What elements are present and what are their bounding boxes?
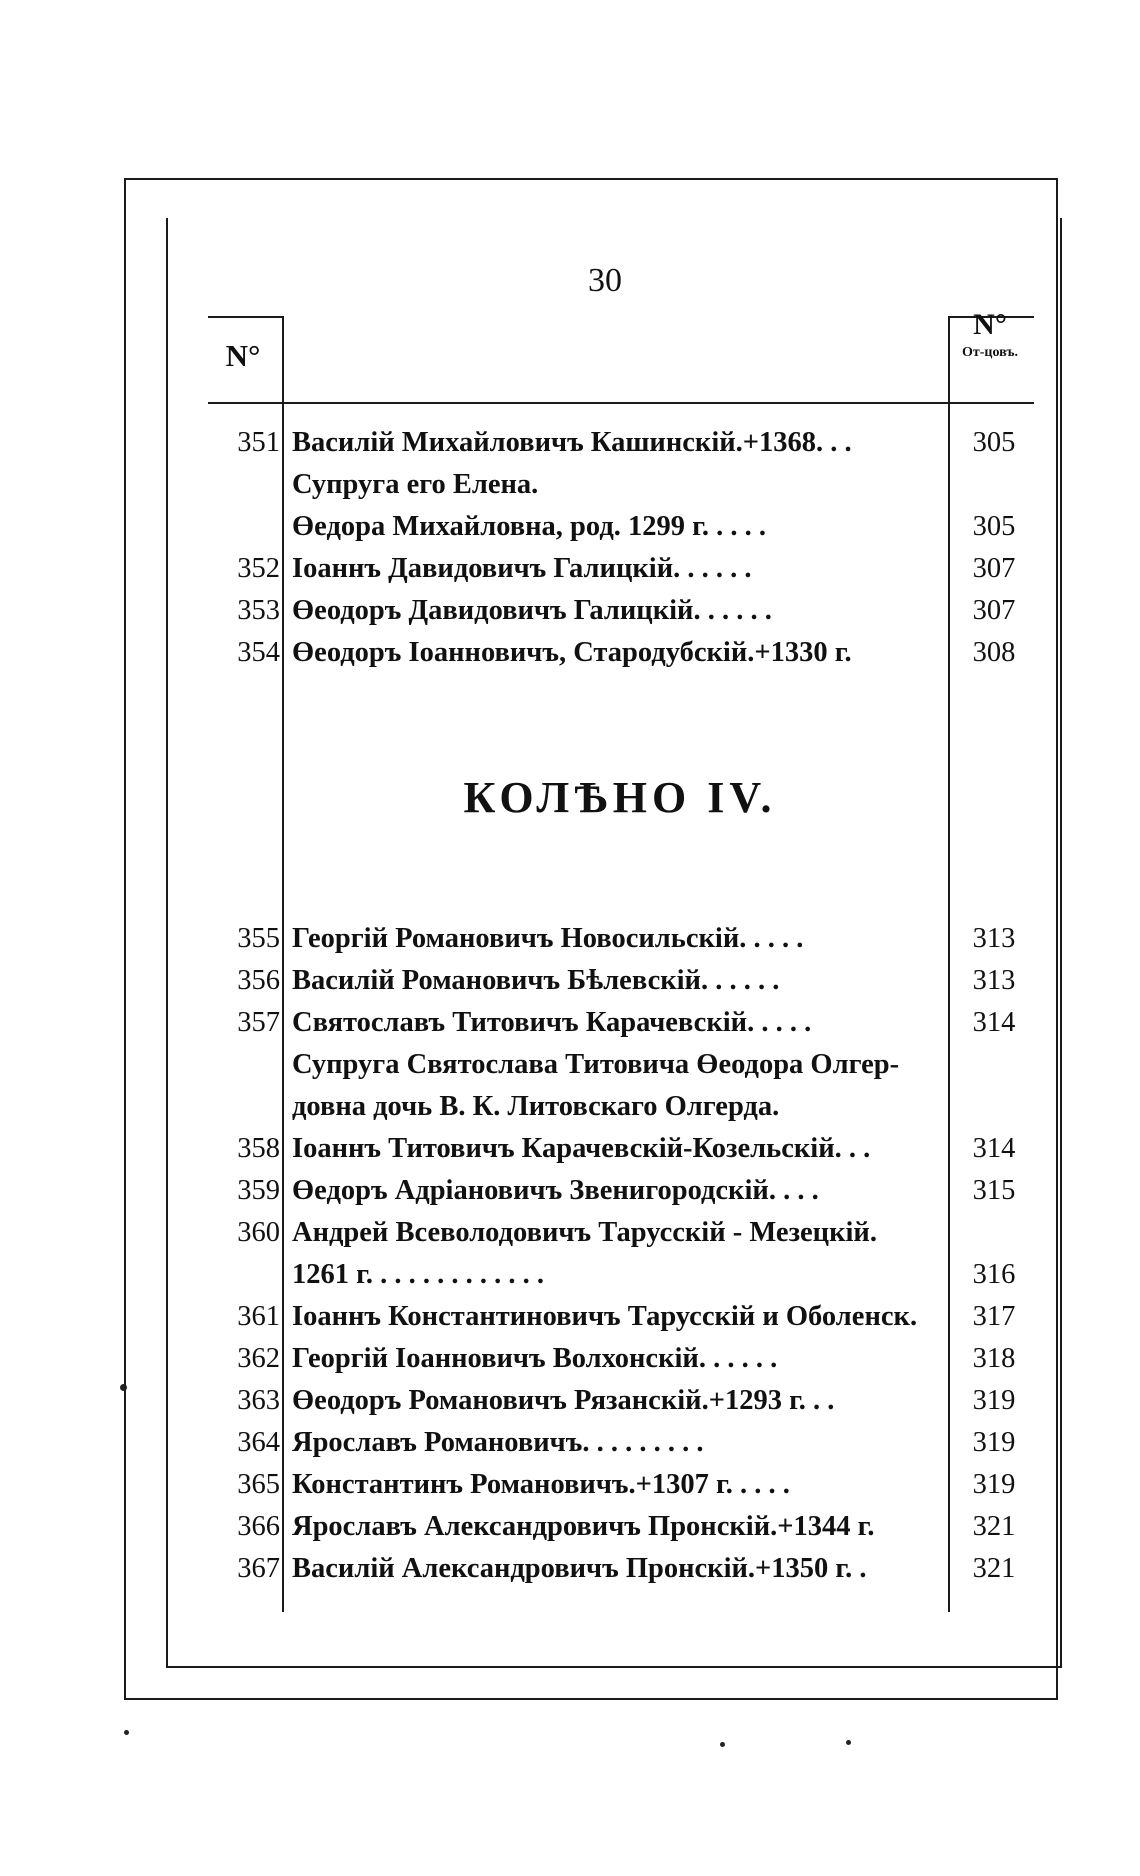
table-row xyxy=(200,1464,1040,1506)
table-row xyxy=(200,590,1040,632)
entry-number: 351 xyxy=(237,427,280,458)
entry-number: 353 xyxy=(237,595,280,626)
entry-number: 359 xyxy=(237,1175,280,1206)
entry-name: Супруга его Елена. xyxy=(292,469,539,500)
table-row xyxy=(200,1086,1040,1128)
entry-name: довна дочь В. К. Литовскаго Олгерда. xyxy=(292,1091,780,1122)
entry-father-ref: 314 xyxy=(972,1007,1016,1038)
entry-father-ref: 319 xyxy=(972,1427,1016,1458)
entry-number: 361 xyxy=(237,1301,280,1332)
entry-name: Василій Романовичъ Бѣлевскій. . . . . . xyxy=(292,965,780,996)
entry-name: Василій Александровичъ Пронскій.+1350 г. . xyxy=(292,1553,867,1584)
entry-name: Ярославъ Александровичъ Пронскій.+1344 г. xyxy=(292,1511,875,1542)
entry-father-ref: 318 xyxy=(972,1343,1016,1374)
entry-name: Өеодоръ Романовичъ Рязанскій.+1293 г. . . xyxy=(292,1385,835,1416)
entry-name: Супруга Святослава Титовича Өеодора Олгер- xyxy=(292,1049,900,1080)
table-row xyxy=(200,422,1040,464)
entry-father-ref: 307 xyxy=(972,553,1016,584)
entry-father-ref: 316 xyxy=(972,1259,1016,1290)
entry-father-ref: 321 xyxy=(972,1511,1016,1542)
table-row xyxy=(200,506,1040,548)
table-row xyxy=(200,1128,1040,1170)
entry-father-ref: 305 xyxy=(972,427,1016,458)
entry-number: 364 xyxy=(237,1427,280,1458)
header-number-label: N° xyxy=(225,338,261,373)
entry-name: Іоаннъ Титовичъ Карачевскій-Козельскій. . . xyxy=(292,1133,871,1164)
entry-name: Константинъ Романовичъ.+1307 г. . . . . xyxy=(292,1469,790,1500)
table-row xyxy=(200,548,1040,590)
table-row xyxy=(200,1002,1040,1044)
entry-father-ref: 313 xyxy=(972,965,1016,996)
entry-number: 362 xyxy=(237,1343,280,1374)
table-row xyxy=(200,1212,1040,1254)
entry-name: 1261 г. . . . . . . . . . . . . xyxy=(292,1259,544,1290)
entry-name: Ярославъ Романовичъ. . . . . . . . . xyxy=(292,1427,704,1458)
header-father-no: N° xyxy=(973,308,1007,341)
entry-number: 363 xyxy=(237,1385,280,1416)
table-row xyxy=(200,1044,1040,1086)
entry-number: 356 xyxy=(237,965,280,996)
entry-name: Василій Михайловичъ Кашинскій.+1368. . . xyxy=(292,427,852,458)
table-row xyxy=(200,1380,1040,1422)
table-row xyxy=(200,1506,1040,1548)
table-row xyxy=(200,918,1040,960)
table-row xyxy=(200,1296,1040,1338)
table-row xyxy=(200,1338,1040,1380)
print-speck xyxy=(124,1730,129,1735)
entry-father-ref: 313 xyxy=(972,923,1016,954)
entry-father-ref: 319 xyxy=(972,1469,1016,1500)
entry-name: Іоаннъ Давидовичъ Галицкій. . . . . . xyxy=(292,553,752,584)
entry-number: 357 xyxy=(237,1007,280,1038)
entry-number: 358 xyxy=(237,1133,280,1164)
page-number: 30 xyxy=(588,262,622,299)
entry-name: Андрей Всеволодовичъ Тарусскій - Мезецкій. xyxy=(292,1217,877,1248)
print-speck xyxy=(120,1384,127,1391)
entry-name: Өеодоръ Давидовичъ Галицкій. . . . . . xyxy=(292,595,772,626)
entry-name: Святославъ Титовичъ Карачевскій. . . . . xyxy=(292,1007,812,1038)
entry-father-ref: 308 xyxy=(972,637,1016,668)
entry-father-ref: 317 xyxy=(972,1301,1016,1332)
print-speck xyxy=(846,1740,851,1745)
entry-number: 352 xyxy=(237,553,280,584)
entry-name: Өеодоръ Іоанновичъ, Стародубскій.+1330 г. xyxy=(292,637,852,668)
header-top-rule-left xyxy=(208,316,282,318)
table-row xyxy=(200,960,1040,1002)
table-row xyxy=(200,464,1040,506)
entry-number: 365 xyxy=(237,1469,280,1500)
entry-father-ref: 314 xyxy=(972,1133,1016,1164)
entry-number: 360 xyxy=(237,1217,280,1248)
table-row xyxy=(200,1170,1040,1212)
entry-number: 367 xyxy=(237,1553,280,1584)
table-row xyxy=(200,632,1040,674)
table-row xyxy=(200,1254,1040,1296)
entry-number: 355 xyxy=(237,923,280,954)
entry-name: Георгій Романовичъ Новосильскій. . . . . xyxy=(292,923,804,954)
header-bottom-rule xyxy=(208,402,1034,404)
entry-number: 366 xyxy=(237,1511,280,1542)
entry-name: Өедоръ Адріановичъ Звенигородскій. . . . xyxy=(292,1175,819,1206)
entry-number: 354 xyxy=(237,637,280,668)
entry-father-ref: 319 xyxy=(972,1385,1016,1416)
section-title: КОЛѢНО IV. xyxy=(463,773,777,822)
table-row xyxy=(200,1422,1040,1464)
entry-name: Іоаннъ Константиновичъ Тарусскій и Оболенск. xyxy=(292,1301,918,1332)
entry-father-ref: 315 xyxy=(972,1175,1016,1206)
entry-name: Өедора Михайловна, род. 1299 г. . . . . xyxy=(292,511,766,542)
entry-father-ref: 307 xyxy=(972,595,1016,626)
header-father-sub: От-цовъ. xyxy=(961,345,1019,360)
entry-name: Георгій Іоанновичъ Волхонскій. . . . . . xyxy=(292,1343,778,1374)
entry-father-ref: 305 xyxy=(972,511,1016,542)
entry-father-ref: 321 xyxy=(972,1553,1016,1584)
table-row xyxy=(200,1548,1040,1590)
header-father-label xyxy=(950,310,1030,360)
print-speck xyxy=(720,1742,725,1747)
